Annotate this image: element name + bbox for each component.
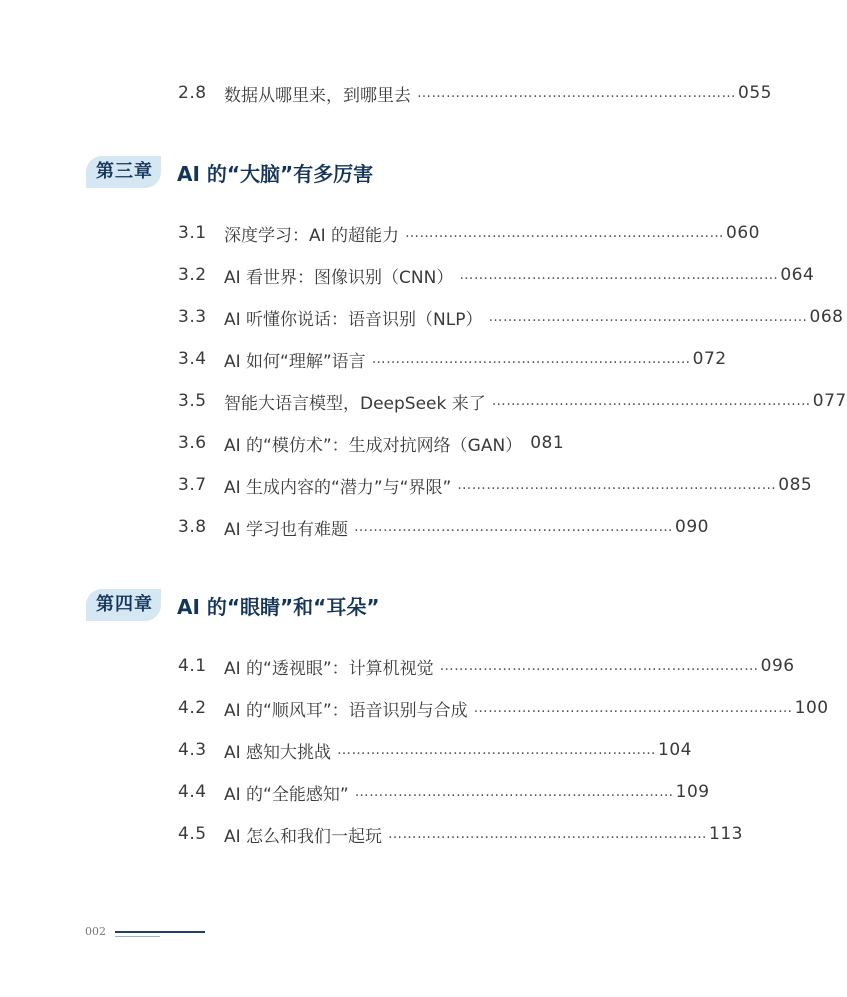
- section-title: AI 学习也有难题: [224, 519, 349, 540]
- section-number: 3.4: [178, 349, 207, 369]
- toc-entry-4-1[interactable]: [178, 651, 795, 681]
- section-title: AI 的“顺风耳”：语音识别与合成: [224, 700, 468, 721]
- toc-entry-3-5[interactable]: [178, 386, 847, 416]
- chapter-title: AI 的“大脑”有多厉害: [177, 161, 374, 186]
- footer-rule-secondary: [115, 936, 160, 937]
- section-number: 4.1: [178, 656, 207, 676]
- section-number: 3.6: [178, 433, 207, 453]
- page-number: 068: [809, 307, 844, 327]
- section-title: AI 听懂你说话：语音识别（NLP）: [224, 309, 483, 330]
- toc-entry-2-8[interactable]: [178, 78, 772, 108]
- section-number: 4.2: [178, 698, 207, 718]
- page-number: 109: [675, 782, 710, 802]
- section-title: AI 的“全能感知”: [224, 784, 349, 805]
- page-number: 090: [675, 517, 709, 537]
- chapter-badge: 第三章: [86, 156, 161, 188]
- section-number: 3.8: [178, 517, 207, 537]
- section-title: AI 怎么和我们一起玩: [224, 826, 383, 847]
- leader-dots: …………………………………………………………: [439, 658, 759, 674]
- toc-entry-3-3[interactable]: [178, 302, 844, 332]
- leader-dots: …………………………………………………………: [354, 784, 674, 800]
- leader-dots: …………………………………………………………: [388, 826, 708, 842]
- toc-entry-3-6[interactable]: [178, 428, 565, 458]
- leader-dots: …………………………………………………………: [371, 351, 691, 367]
- page-number: 077: [812, 391, 847, 411]
- section-number: 4.4: [178, 782, 207, 802]
- leader-dots: …………………………………………………………: [405, 225, 725, 241]
- leader-dots: …………………………………………………………: [457, 477, 777, 493]
- chapter-title: AI 的“眼睛”和“耳朵”: [177, 594, 380, 619]
- toc-entry-4-4[interactable]: [178, 777, 710, 807]
- section-number: 3.7: [178, 475, 207, 495]
- section-title: AI 的“透视眼”：计算机视觉: [224, 658, 434, 679]
- section-number: 4.5: [178, 824, 207, 844]
- page-folio: 002: [85, 925, 106, 938]
- leader-dots: …………………………………………………………: [337, 742, 657, 758]
- page-number: 085: [778, 475, 813, 495]
- toc-entry-3-1[interactable]: [178, 218, 760, 248]
- chapter-badge: 第四章: [86, 589, 161, 621]
- leader-dots: …………………………………………………………: [417, 85, 736, 101]
- leader-dots: …………………………………………………………: [473, 700, 793, 716]
- section-number: 3.3: [178, 307, 207, 327]
- leader-dots: …………………………………………………………: [354, 519, 674, 535]
- leader-dots: …………………………………………………………: [488, 309, 808, 325]
- page-number: 100: [794, 698, 829, 718]
- toc-entry-3-2[interactable]: [178, 260, 815, 290]
- toc-entry-4-2[interactable]: [178, 693, 829, 723]
- chapter-heading-4[interactable]: [86, 589, 379, 621]
- toc-entry-3-4[interactable]: [178, 344, 727, 374]
- page-number: 096: [760, 656, 795, 676]
- page-number: 104: [658, 740, 692, 760]
- section-title: AI 看世界：图像识别（CNN）: [224, 267, 454, 288]
- toc-entry-3-7[interactable]: [178, 470, 813, 500]
- section-title: 智能大语言模型，DeepSeek 来了: [224, 393, 486, 414]
- section-title: AI 的“模仿术”：生成对抗网络（GAN）: [224, 435, 523, 456]
- footer-rule: [115, 931, 205, 933]
- section-number: 3.2: [178, 265, 207, 285]
- leader-dots: …………………………………………………………: [459, 267, 779, 283]
- chapter-heading-3[interactable]: [86, 156, 373, 188]
- section-number: 3.1: [178, 223, 207, 243]
- section-number: 3.5: [178, 391, 207, 411]
- toc-entry-3-8[interactable]: [178, 512, 709, 542]
- section-title: 深度学习：AI 的超能力: [224, 225, 400, 246]
- section-title: 数据从哪里来，到哪里去: [224, 85, 411, 106]
- page-number: 064: [780, 265, 815, 285]
- section-title: AI 感知大挑战: [224, 742, 332, 763]
- section-title: AI 生成内容的“潜力”与“界限”: [224, 477, 452, 498]
- page-number: 055: [738, 83, 772, 103]
- toc-entry-4-5[interactable]: [178, 819, 743, 849]
- section-number: 2.8: [178, 83, 207, 103]
- leader-dots: …………………………………………………………: [491, 393, 811, 409]
- page-number: 072: [692, 349, 727, 369]
- section-number: 4.3: [178, 740, 207, 760]
- page-number: 081: [530, 433, 565, 453]
- toc-entry-4-3[interactable]: [178, 735, 692, 765]
- page-number: 060: [726, 223, 760, 243]
- section-title: AI 如何“理解”语言: [224, 351, 366, 372]
- page-number: 113: [709, 824, 743, 844]
